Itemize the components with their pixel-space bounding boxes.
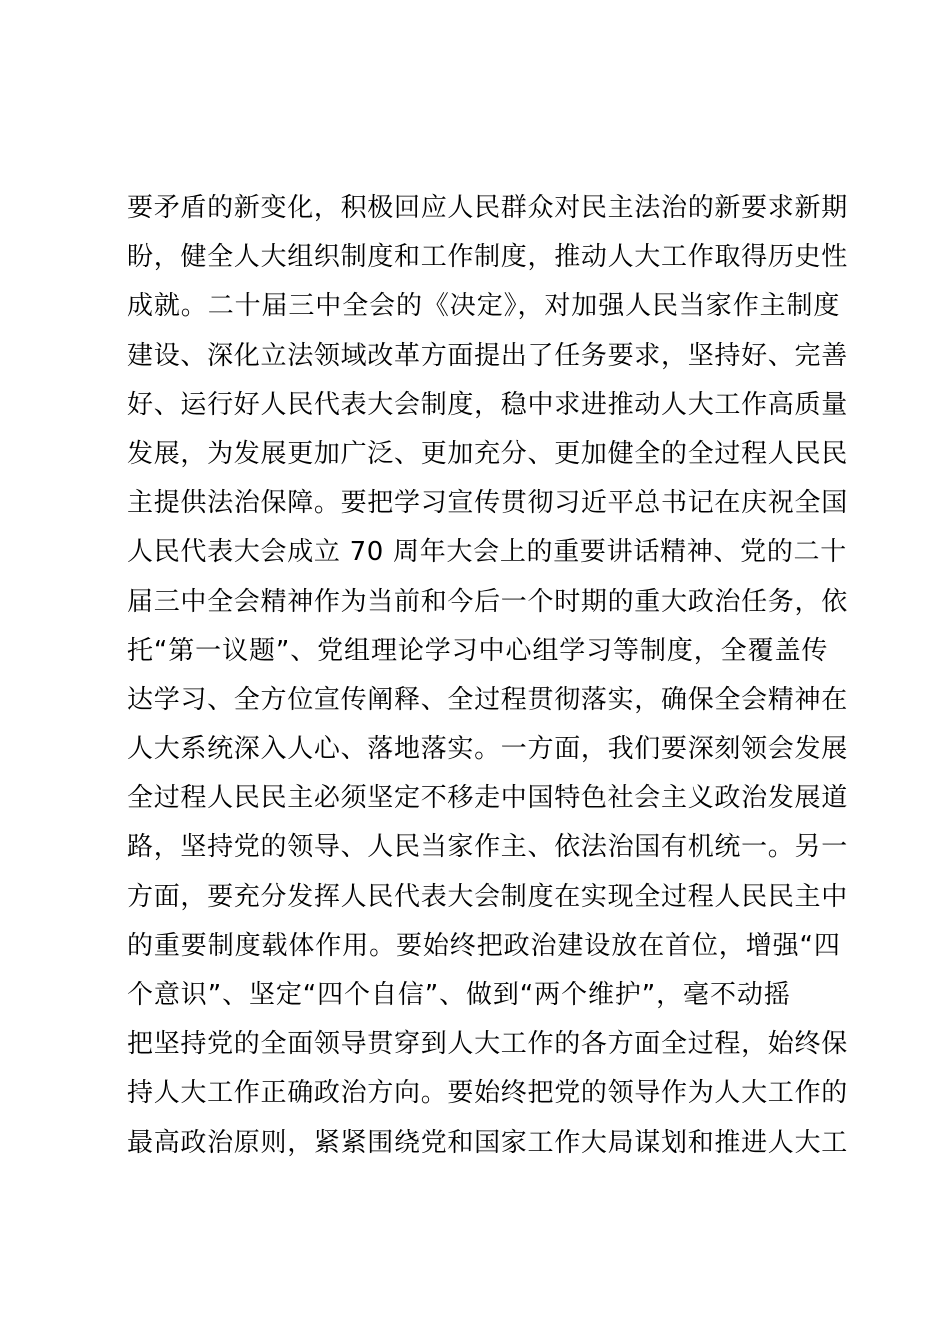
text-line: 全过程人民民主必须坚定不移走中国特色社会主义政治发展道 [127,783,848,814]
text-line: 建设、深化立法领域改革方面提出了任务要求，坚持好、完善 [127,340,848,371]
text-line: 路，坚持党的领导、人民当家作主、依法治国有机统一。另一 [127,832,848,863]
text-line: 人民代表大会成立 70 周年大会上的重要讲话精神、党的二十 [127,537,847,568]
text-line: 的重要制度载体作用。要始终把政治建设放在首位，增强“四 [127,930,841,961]
text-line: 持人大工作正确政治方向。要始终把党的领导作为人大工作的 [127,1078,848,1109]
body-paragraph [127,184,847,1168]
text-line: 方面，要充分发挥人民代表大会制度在实现全过程人民民主中 [127,881,848,912]
text-line: 要矛盾的新变化，积极回应人民群众对民主法治的新要求新期 [127,193,848,223]
text-line: 最高政治原则，紧紧围绕党和国家工作大局谋划和推进人大工 [127,1127,848,1158]
text-line: 成就。二十届三中全会的《决定》，对加强人民当家作主制度 [127,291,841,322]
text-line: 把坚持党的全面领导贯穿到人大工作的各方面全过程，始终保 [127,1029,848,1060]
text-line: 届三中全会精神作为当前和今后一个时期的重大政治任务，依 [127,586,848,617]
text-line: 达学习、全方位宣传阐释、全过程贯彻落实，确保全会精神在 [127,684,848,715]
text-line: 盼，健全人大组织制度和工作制度，推动人大工作取得历史性 [127,242,848,273]
text-line: 主提供法治保障。要把学习宣传贯彻习近平总书记在庆祝全国 [127,488,848,519]
text-line: 个意识”、坚定“四个自信”、做到“两个维护”，毫不动摇 [127,980,791,1010]
text-line: 托“第一议题”、党组理论学习中心组学习等制度，全覆盖传 [127,635,829,666]
text-line: 发展，为发展更加广泛、更加充分、更加健全的全过程人民民 [127,438,848,469]
text-line: 好、运行好人民代表大会制度，稳中求进推动人大工作高质量 [127,389,848,420]
text-line: 人大系统深入人心、落地落实。一方面，我们要深刻领会发展 [127,734,848,765]
